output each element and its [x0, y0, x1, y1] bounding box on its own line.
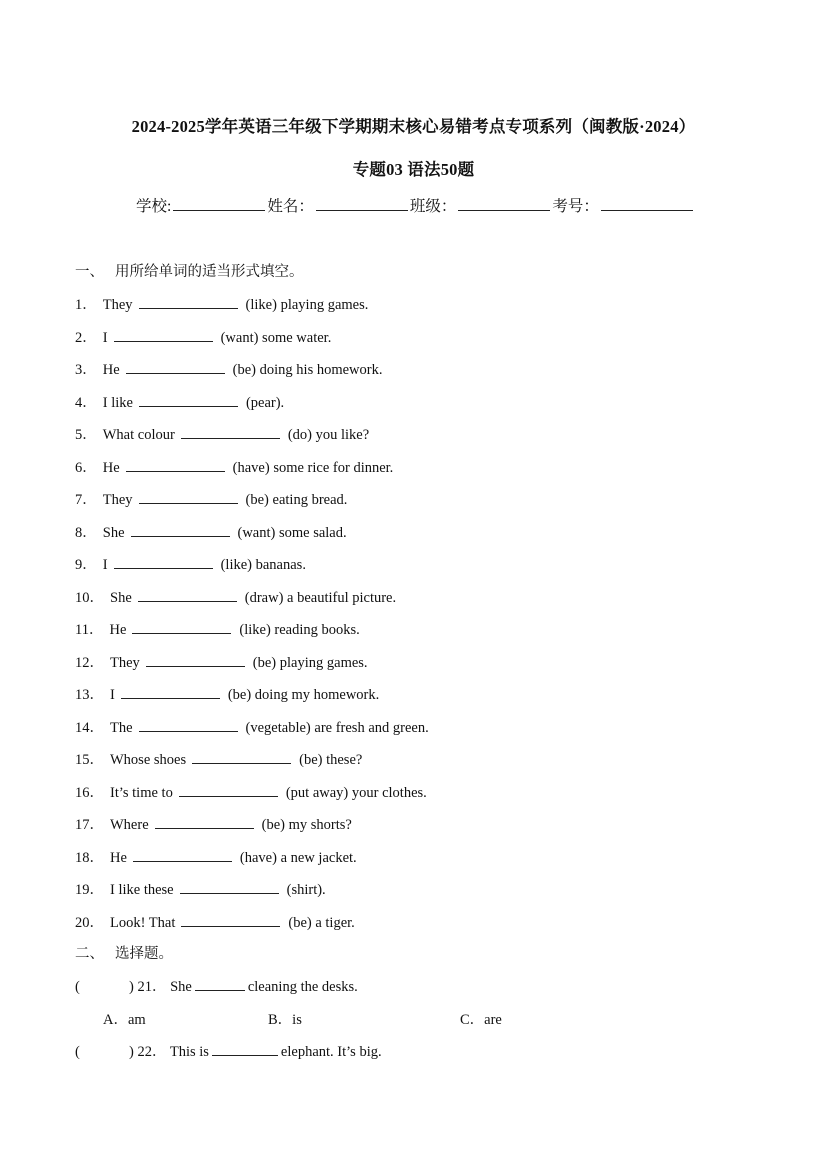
section1-marker: 一、 [75, 264, 104, 280]
answer-blank[interactable] [155, 816, 254, 829]
mc-question-21 [75, 975, 358, 996]
class-blank[interactable] [458, 196, 550, 211]
answer-paren-right: ) [129, 979, 134, 995]
question-number: 16． [75, 784, 104, 801]
fill-in-question [75, 781, 427, 802]
fill-in-question [75, 553, 306, 574]
question-number: 20． [75, 914, 104, 931]
question-text-after: (do) you like? [287, 427, 370, 443]
question-text-before: I [102, 329, 108, 346]
answer-blank[interactable] [146, 654, 245, 667]
question-text-before: He [102, 459, 120, 476]
question-number: 2． [75, 329, 97, 346]
answer-blank[interactable] [192, 751, 291, 764]
question-text-before: I [110, 687, 115, 703]
question-text-after: (be) doing his homework. [232, 362, 383, 378]
fill-in-question [75, 716, 429, 737]
question-number: 8． [75, 524, 97, 541]
question-text-before: He [102, 362, 120, 378]
question-number: 7． [75, 492, 97, 508]
option-b[interactable]: B．is [268, 1012, 302, 1028]
fill-in-question [75, 423, 369, 444]
question-text-before: She [170, 979, 192, 995]
school-blank[interactable] [173, 196, 265, 211]
question-text-after: (be) eating bread. [245, 492, 348, 508]
topic-title: 专题03 语法50题 [352, 160, 475, 179]
question-text-after: (draw) a beautiful picture. [244, 589, 397, 606]
question-text-before: Look! That [110, 914, 176, 931]
fill-in-question [75, 618, 360, 639]
question-text-before: It’s time to [110, 784, 173, 801]
fill-in-question [75, 456, 393, 477]
question-text-before: Where [110, 817, 149, 833]
answer-blank[interactable] [114, 556, 213, 569]
question-number: 9． [75, 557, 97, 573]
question-text-before: He [110, 849, 127, 866]
answer-blank[interactable] [133, 849, 232, 862]
question-text-before: This is [169, 1044, 209, 1060]
question-text-after: (want) some salad. [237, 524, 347, 541]
question-number: 11． [75, 622, 104, 638]
question-text-after: (like) reading books. [239, 622, 360, 638]
question-text-after: (have) some rice for dinner. [232, 459, 394, 476]
section2-marker: 二、 [75, 946, 104, 962]
question-number: 14． [75, 719, 104, 736]
fill-in-question [75, 748, 362, 769]
fill-in-question [75, 488, 347, 509]
fill-in-question [75, 326, 331, 347]
question-text-before: She [110, 589, 132, 606]
question-text-before: They [102, 492, 133, 508]
question-text-after: cleaning the desks. [247, 979, 358, 995]
section1-heading [75, 260, 304, 281]
question-text-after: (want) some water. [220, 329, 332, 346]
name-label: 姓名： [267, 198, 314, 215]
question-number: 15． [75, 752, 104, 768]
answer-blank[interactable] [121, 686, 220, 699]
answer-blank[interactable] [131, 524, 230, 537]
question-text-after: (vegetable) are fresh and green. [245, 719, 429, 736]
fill-in-question [75, 586, 396, 607]
answer-paren-left: ( [75, 979, 80, 995]
section2-heading [75, 942, 173, 963]
fill-in-question [75, 683, 379, 704]
question-text-after: (have) a new jacket. [239, 849, 357, 866]
question-text-before: I [102, 557, 108, 573]
question-text-after: (be) doing my homework. [227, 687, 380, 703]
fill-in-question [75, 358, 382, 379]
answer-blank[interactable] [126, 459, 225, 472]
answer-blank[interactable] [138, 589, 237, 602]
question-text-before: They [110, 654, 140, 671]
fill-in-question [75, 911, 355, 932]
question-text-before: The [110, 719, 133, 736]
question-text-after: (pear). [245, 394, 285, 411]
school-label: 学校: [136, 198, 172, 215]
option-c[interactable]: C．are [460, 1012, 502, 1028]
answer-blank[interactable] [139, 296, 238, 309]
question-number: 6． [75, 459, 97, 476]
exam-no-label: 考号： [552, 198, 599, 215]
option-a[interactable]: A．am [103, 1012, 146, 1028]
answer-blank[interactable] [139, 394, 238, 407]
answer-blank[interactable] [132, 621, 231, 634]
question-text-after: (like) playing games. [245, 297, 369, 313]
section2-title: 选择题。 [115, 946, 173, 962]
exam-no-blank[interactable] [601, 196, 693, 211]
question-number: 17． [75, 817, 104, 833]
question-text-before: What colour [102, 427, 175, 443]
fill-in-question [75, 846, 357, 867]
question-number: 5． [75, 427, 97, 443]
question-text-after: elephant. It’s big. [280, 1044, 382, 1060]
question-number: 18． [75, 849, 104, 866]
answer-paren-left: ( [75, 1044, 80, 1060]
question-number: 13． [75, 687, 104, 703]
mc-question-22 [75, 1040, 382, 1061]
question-text-after: (put away) your clothes. [285, 784, 427, 801]
question-text-before: I like these [110, 882, 174, 898]
answer-blank[interactable] [212, 1043, 278, 1056]
student-info-row [136, 194, 695, 216]
fill-in-question [75, 651, 368, 672]
question-text-after: (like) bananas. [220, 557, 306, 573]
question-text-before: She [102, 524, 125, 541]
name-blank[interactable] [316, 196, 408, 211]
question-number: 21． [137, 979, 167, 995]
answer-blank[interactable] [114, 329, 213, 342]
section1-title: 用所给单词的适当形式填空。 [115, 264, 304, 280]
question-text-after: (be) a tiger. [288, 914, 355, 931]
answer-blank[interactable] [139, 719, 238, 732]
fill-in-question [75, 293, 368, 314]
class-label: 班级： [409, 198, 457, 215]
fill-in-question [75, 878, 326, 899]
answer-blank[interactable] [180, 881, 279, 894]
question-text-after: (be) these? [299, 752, 363, 768]
answer-blank[interactable] [139, 491, 238, 504]
question-text-after: (be) my shorts? [261, 817, 352, 833]
question-number: 4． [75, 394, 97, 411]
question-number: 10． [75, 589, 104, 606]
answer-blank[interactable] [126, 361, 225, 374]
fill-in-question [75, 813, 352, 834]
question-text-before: Whose shoes [110, 752, 187, 768]
question-number: 19． [75, 882, 104, 898]
answer-blank[interactable] [181, 426, 280, 439]
series-title: 2024-2025学年英语三年级下学期期末核心易错考点专项系列（闽教版·2024） [131, 117, 696, 136]
question-text-before: I like [102, 394, 133, 411]
question-text-before: They [102, 297, 133, 313]
question-number: 3． [75, 362, 97, 378]
answer-blank[interactable] [179, 784, 278, 797]
question-number: 1． [75, 297, 97, 313]
answer-blank[interactable] [195, 978, 245, 991]
question-number: 12． [75, 654, 104, 671]
question-text-before: He [109, 622, 127, 638]
question-text-after: (shirt). [286, 882, 326, 898]
question-text-after: (be) playing games. [252, 654, 368, 671]
fill-in-question [75, 391, 284, 412]
question-number: 22． [137, 1044, 167, 1060]
answer-paren-right: ) [129, 1044, 134, 1060]
answer-blank[interactable] [181, 914, 280, 927]
fill-in-question [75, 521, 347, 542]
